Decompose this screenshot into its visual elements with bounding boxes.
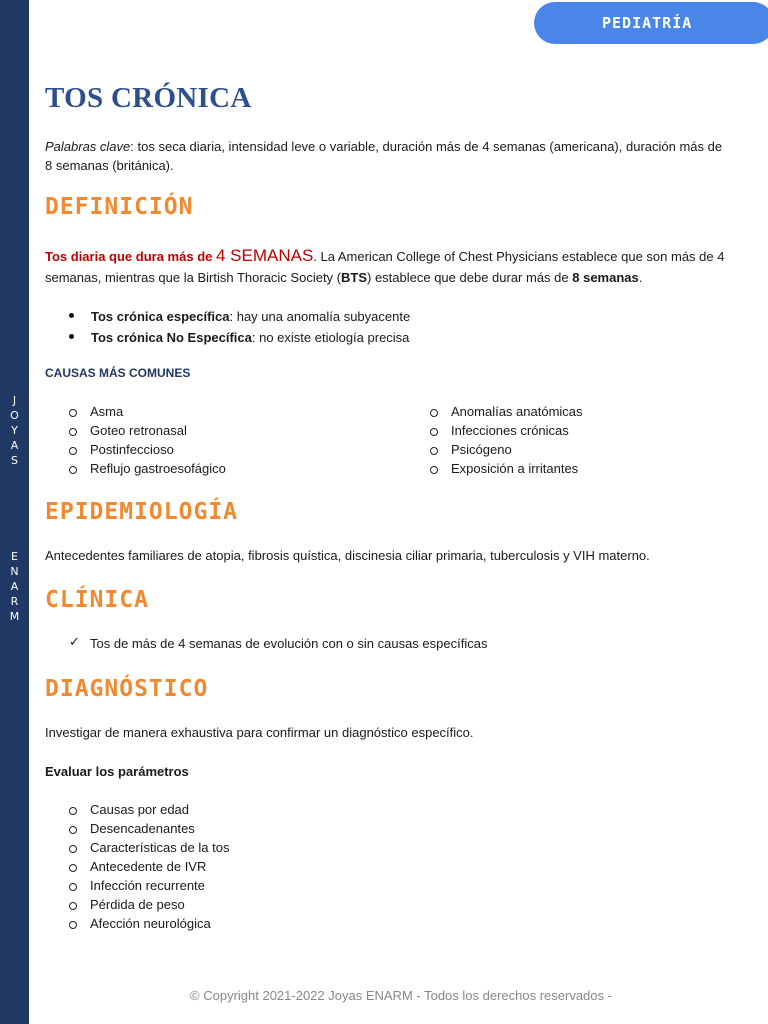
checkmark-icon: ✓ [69,635,80,650]
clinica-item: ✓ Tos de más de 4 semanas de evolución con o sin causas específicas [69,635,488,651]
list-item: Tos crónica específica: hay una anomalía subyacente [69,306,410,327]
diagnostico-heading: DIAGNÓSTICO [45,676,209,702]
list-item: Anomalías anatómicas [430,402,583,421]
evaluar-heading: Evaluar los parámetros [45,764,189,779]
definicion-lead-big: 4 SEMANAS [215,246,314,265]
list-item: Reflujo gastroesofágico [69,459,226,478]
list-item: Afección neurológica [69,914,229,933]
list-item: Desencadenantes [69,819,229,838]
diagnostico-paragraph: Investigar de manera exhaustiva para confirmar un diagnóstico específico. [45,725,474,740]
causas-list-right [430,402,583,478]
diagnostico-list [69,800,229,933]
list-item: Pérdida de peso [69,895,229,914]
category-badge: PEDIATRÍA [534,2,768,44]
list-item: Postinfeccioso [69,440,226,459]
keywords-text: : tos seca diaria, intensidad leve o variable, duración más de 4 semanas (americana), duración más de 8 semanas (británica). [45,139,723,173]
keywords-label: Palabras clave [45,139,131,154]
definicion-bullets [69,306,410,348]
list-item: Características de la tos [69,838,229,857]
causas-list-left [69,402,226,478]
sidebar-joyas-text: J O Y A S [10,394,19,467]
list-item: Causas por edad [69,800,229,819]
clinica-heading: CLÍNICA [45,587,149,613]
copyright-footer: © Copyright 2021-2022 Joyas ENARM - Todos los derechos reservados - [190,988,612,1003]
causas-heading: CAUSAS MÁS COMUNES [45,366,191,380]
list-item: Asma [69,402,226,421]
left-sidebar [0,0,29,1024]
list-item: Infección recurrente [69,876,229,895]
keywords-paragraph [45,137,725,175]
list-item: Psicógeno [430,440,583,459]
list-item: Goteo retronasal [69,421,226,440]
epidemiologia-paragraph: Antecedentes familiares de atopia, fibrosis quística, discinesia ciliar primaria, tuberculosis y VIH materno. [45,548,650,563]
definicion-paragraph: Tos diaria que dura más de 4 SEMANAS. La American College of Chest Physicians establece que son más de 4 semanas, mientras que la Birtish Thoracic Society (BTS) establece que debe durar más de 8 semanas. [45,246,725,285]
epidemiologia-heading: EPIDEMIOLOGÍA [45,499,239,525]
sidebar-enarm-text: E N A R M [9,550,20,623]
definicion-heading: DEFINICIÓN [45,194,194,220]
list-item: Infecciones crónicas [430,421,583,440]
list-item: Tos crónica No Específica: no existe etiología precisa [69,327,410,348]
page-title: TOS CRÓNICA [45,82,252,114]
list-item: Exposición a irritantes [430,459,583,478]
list-item: Antecedente de IVR [69,857,229,876]
definicion-lead: Tos diaria que dura más de [45,249,216,264]
